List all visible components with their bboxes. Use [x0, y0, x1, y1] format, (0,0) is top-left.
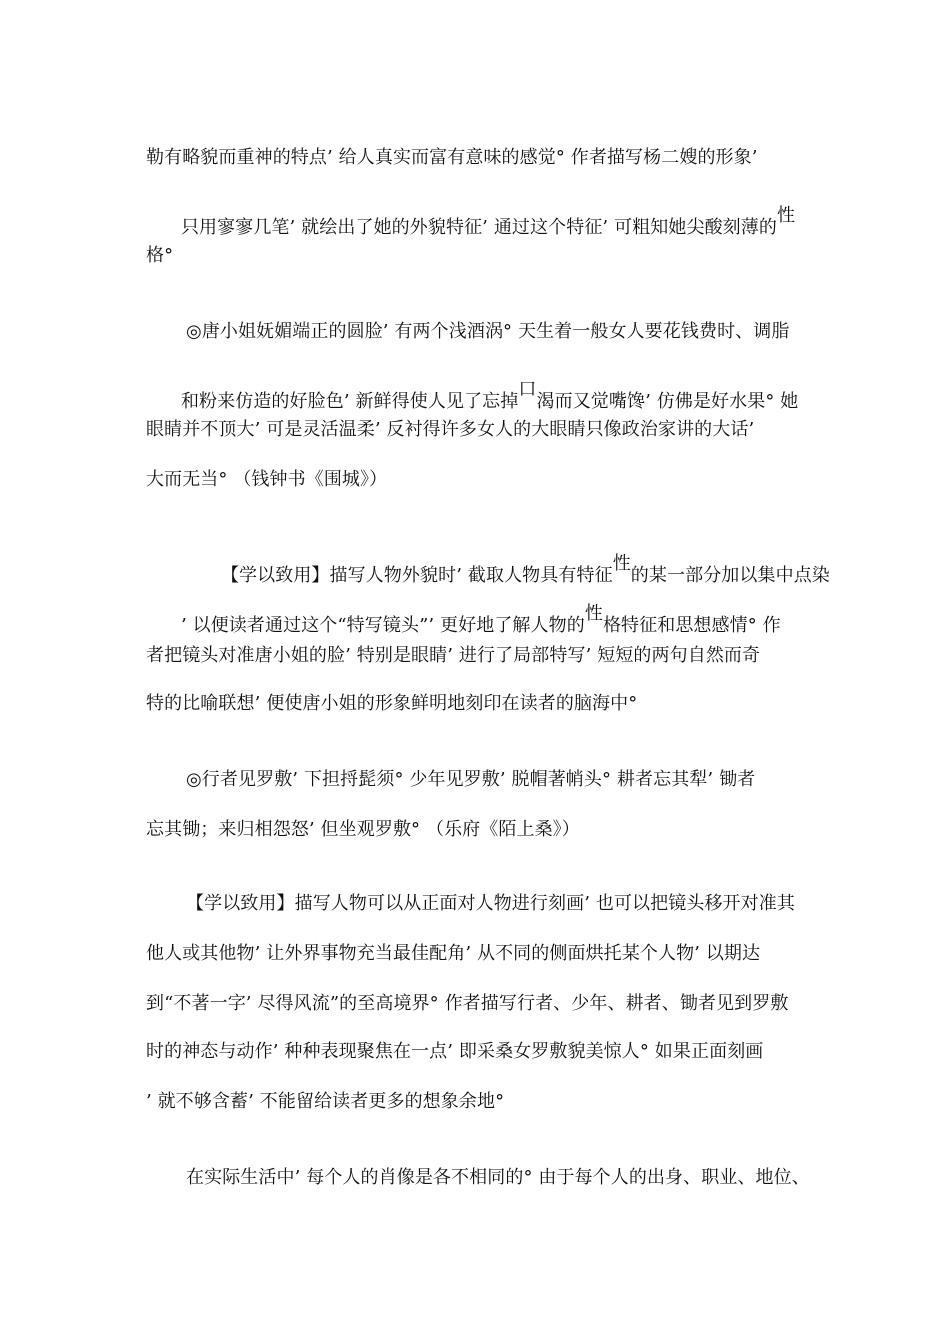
text-line: 大而无当° （钱钟书《围城》） — [146, 469, 388, 490]
raised-glyph: 口 — [518, 379, 537, 400]
raised-glyph: 性 — [584, 603, 603, 624]
text-line: 特的比喻联想’ 便使唐小姐的形象鲜明地刻印在读者的脑海中° — [146, 693, 638, 714]
text-segment: ’ 以便读者通过这个“特写镜头”’ 更好地了解人物的 — [180, 615, 585, 636]
text-segment: 格特征和思想感情° 作 — [602, 615, 781, 636]
text-line: 在实际生活中’ 每个人的肖像是各不相同的° 由于每个人的出身、职业、地位、 — [186, 1167, 810, 1188]
text-segment: 【学以致用】描写人物外貌时’ 截取人物具有特征 — [220, 565, 613, 586]
text-line: 格° — [146, 245, 174, 266]
text-line: ’ 就不够含蓄’ 不能留给读者更多的想象余地° — [146, 1091, 505, 1112]
text-line: ◎行者见罗敷’ 下担捋髭须° 少年见罗敷’ 脱帽著帩头° 耕者忘其犁’ 锄者 — [186, 769, 756, 790]
raised-glyph: 性 — [776, 205, 796, 226]
text-segment: 只用寥寥几笔’ 就绘出了她的外貌特征’ 通过这个特征’ 可粗知她尖酸刻薄的 — [180, 217, 777, 238]
text-line: 时的神态与动作’ 种种表现聚焦在一点’ 即采桑女罗敷貌美惊人° 如果正面刻画 — [146, 1041, 764, 1062]
text-segment: 的某一部分加以集中点染 — [630, 565, 830, 586]
text-line: 眼睛并不顶大’ 可是灵活温柔’ 反衬得许多女人的大眼睛只像政治家讲的大话’ — [146, 419, 755, 440]
text-segment: 和粉来仿造的好脸色’ 新鲜得使人见了忘掉 — [180, 391, 519, 412]
text-line: 勒有略貌而重神的特点’ 给人真实而富有意味的感觉° 作者描写杨二嫂的形象’ — [146, 147, 758, 168]
text-line: 【学以致用】描写人物可以从正面对人物进行刻画’ 也可以把镜头移开对准其 — [186, 893, 795, 914]
text-line: 到“不著一字’ 尽得风流”的至高境界° 作者描写行者、少年、耕者、锄者见到罗敷 — [146, 993, 789, 1014]
raised-glyph: 性 — [612, 553, 631, 574]
text-segment: 渴而又觉嘴馋’ 仿佛是好水果° 她 — [536, 391, 799, 412]
text-line: 忘其锄；来归相怨怒’ 但坐观罗敷° （乐府《陌上桑》） — [146, 819, 580, 840]
text-line: 者把镜头对准唐小姐的脸’ 特别是眼睛’ 进行了局部特写’ 短短的两句自然而奇 — [146, 645, 761, 666]
text-line — [146, 198, 795, 258]
text-line: ◎唐小姐妩媚端正的圆脸’ 有两个浅酒涡° 天生着一般女人要花钱费时、调脂 — [186, 321, 790, 342]
text-line: 他人或其他物’ 让外界事物充当最佳配角’ 从不同的侧面烘托某个人物’ 以期达 — [146, 943, 761, 964]
